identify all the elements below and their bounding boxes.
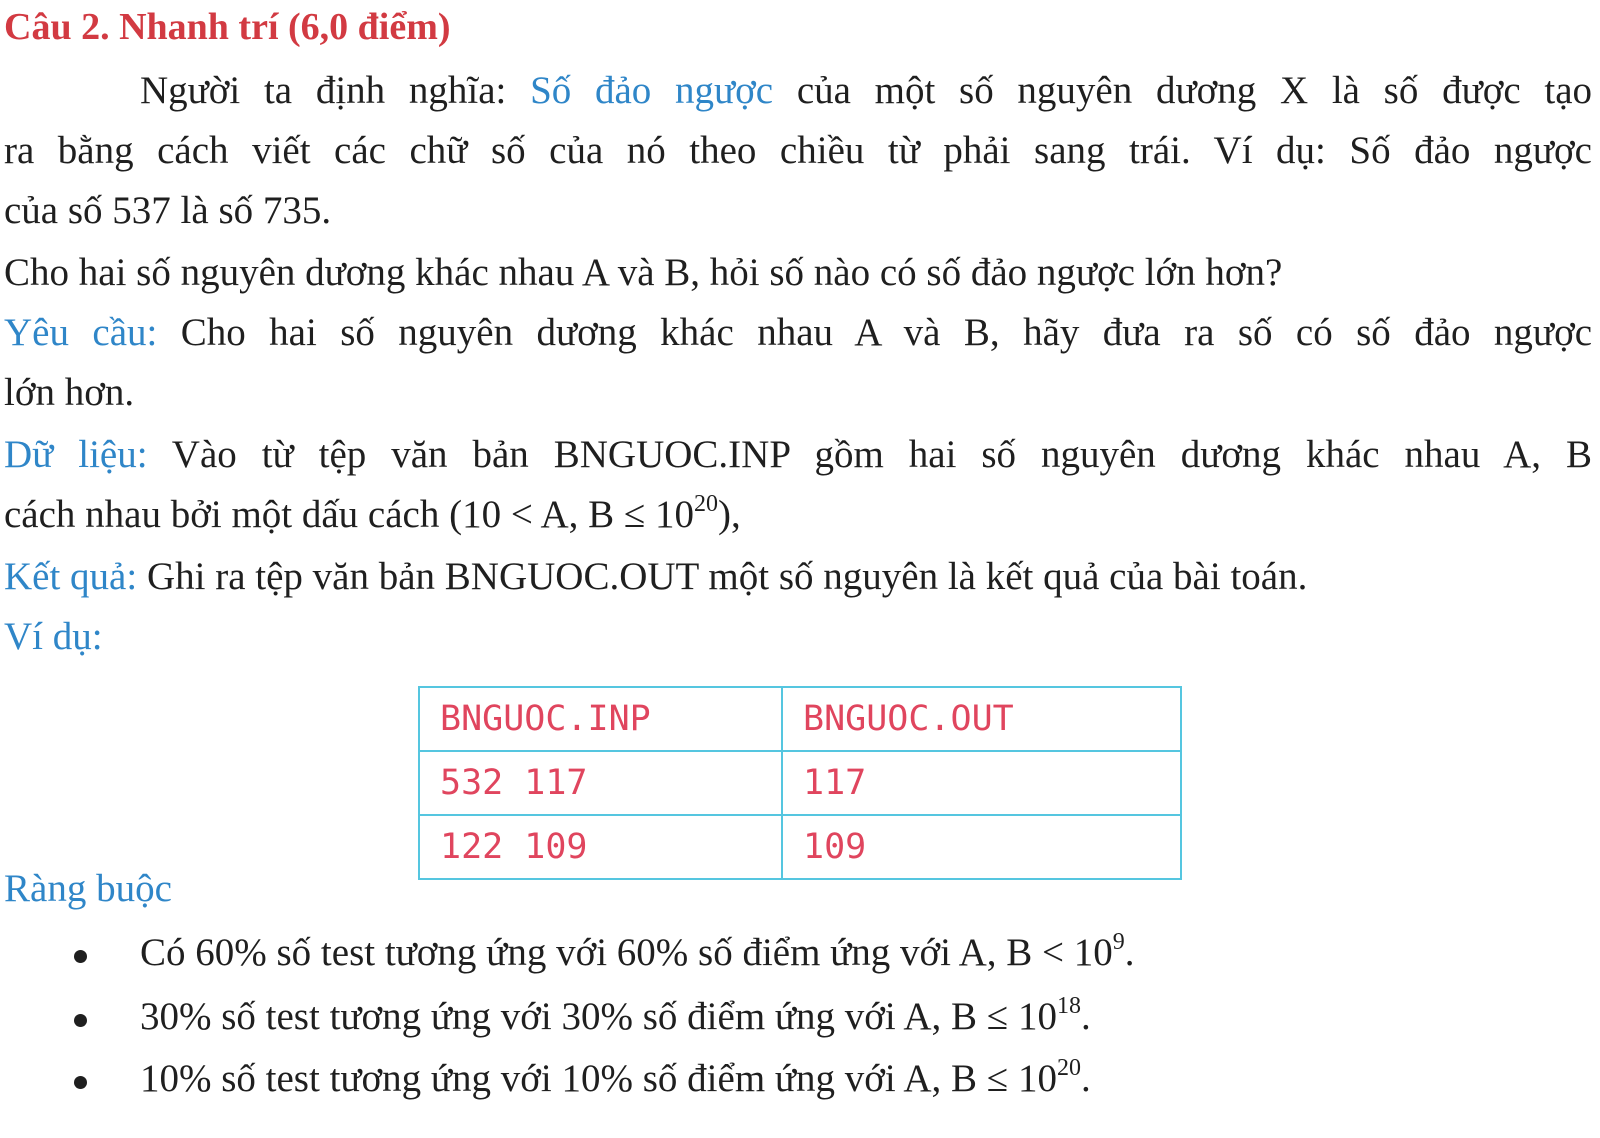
- constraint-text-main: 10% số test tương ứng với 10% số điểm ứng với A, B ≤ 10: [140, 1057, 1057, 1100]
- requirement-label: Yêu cầu:: [4, 311, 158, 354]
- table-header-row: [419, 687, 1181, 751]
- input-label: Dữ liệu:: [4, 433, 148, 476]
- table-cell-input: 122 109: [419, 815, 782, 879]
- definition-term: Số đảo ngược: [530, 69, 774, 112]
- constraint-text: [140, 994, 1091, 1040]
- constraint-exponent: 20: [1056, 1055, 1081, 1081]
- requirement-line-1: [4, 310, 1592, 356]
- output-line: [4, 554, 1592, 600]
- input-line-2: [4, 492, 1592, 538]
- input-constraint-end: ),: [718, 493, 741, 536]
- requirement-text: Cho hai số nguyên dương khác nhau A và B, hãy đưa ra số có số đảo ngược: [157, 311, 1592, 354]
- table-cell-output: 109: [782, 815, 1181, 879]
- constraint-text: [140, 930, 1135, 976]
- table-row: [419, 751, 1181, 815]
- constraint-text-end: .: [1124, 931, 1135, 974]
- definition-intro: Người ta định nghĩa:: [140, 69, 531, 112]
- output-text: Ghi ra tệp văn bản BNGUOC.OUT một số nguyên là kết quả của bài toán.: [137, 555, 1308, 598]
- constraint-text: [140, 1056, 1091, 1102]
- definition-line-1: [140, 68, 1592, 114]
- table-cell-output: 117: [782, 751, 1181, 815]
- input-constraint: cách nhau bởi một dấu cách (10 < A, B ≤ 10: [4, 493, 695, 536]
- bullet-icon: [74, 950, 87, 963]
- constraint-text-end: .: [1080, 1057, 1091, 1100]
- definition-line-3: của số 537 là số 735.: [4, 189, 332, 232]
- table-cell-input: 532 117: [419, 751, 782, 815]
- example-label: Ví dụ:: [4, 615, 103, 658]
- example-table: [418, 686, 1182, 880]
- constraint-text-main: 30% số test tương ứng với 30% số điểm ứng với A, B ≤ 10: [140, 995, 1057, 1038]
- input-constraint-exponent: 20: [694, 491, 719, 517]
- problem-title: Câu 2. Nhanh trí (6,0 điểm): [4, 6, 451, 48]
- definition-line-1-rest: của một số nguyên dương X là số được tạo: [773, 69, 1593, 112]
- bullet-icon: [74, 1014, 87, 1027]
- definition-line-2: ra bằng cách viết các chữ số của nó theo chiều từ phải sang trái. Ví dụ: Số đảo ngược: [4, 129, 1592, 172]
- input-line-1: [4, 432, 1592, 478]
- table-header-output: BNGUOC.OUT: [782, 687, 1181, 751]
- constraints-label: Ràng buộc: [4, 867, 172, 910]
- question-text: Cho hai số nguyên dương khác nhau A và B, hỏi số nào có số đảo ngược lớn hơn?: [4, 251, 1283, 294]
- constraint-exponent: 9: [1112, 929, 1125, 955]
- constraint-text-end: .: [1080, 995, 1091, 1038]
- constraint-exponent: 18: [1056, 993, 1081, 1019]
- table-header-input: BNGUOC.INP: [419, 687, 782, 751]
- requirement-line-2: lớn hơn.: [4, 371, 135, 414]
- constraint-text-main: Có 60% số test tương ứng với 60% số điểm ứng với A, B < 10: [140, 931, 1113, 974]
- input-text: Vào từ tệp văn bản BNGUOC.INP gồm hai số nguyên dương khác nhau A, B: [147, 433, 1592, 476]
- output-label: Kết quả:: [4, 555, 138, 598]
- bullet-icon: [74, 1076, 87, 1089]
